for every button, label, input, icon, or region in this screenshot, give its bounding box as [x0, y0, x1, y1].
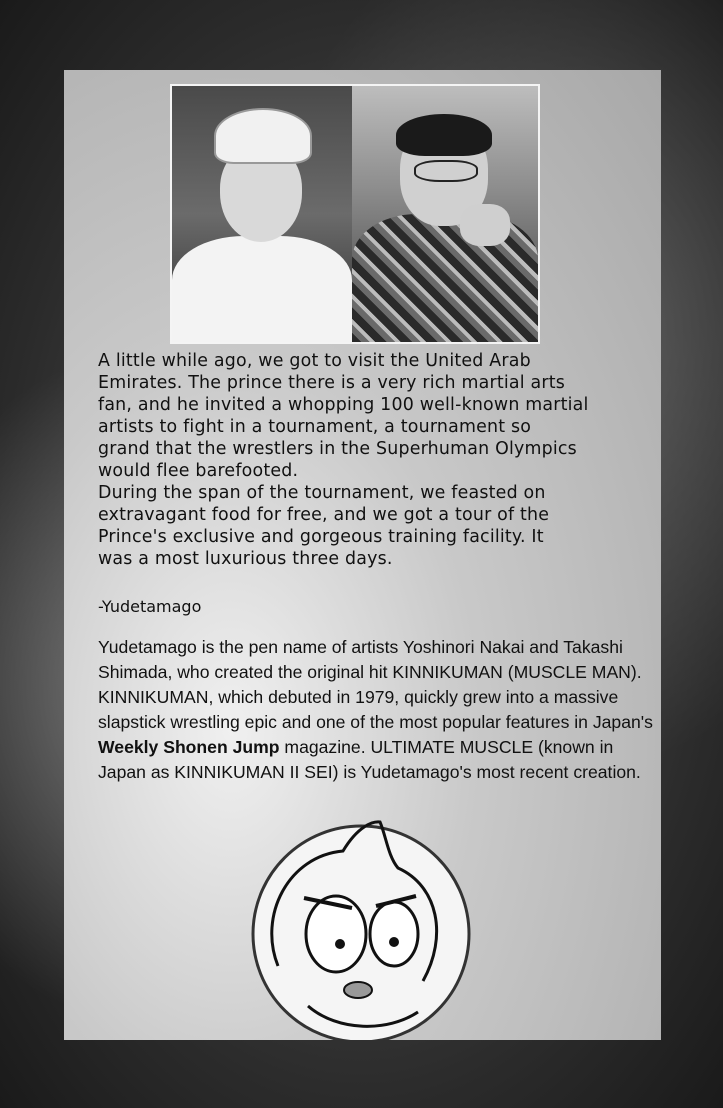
magazine-title: Weekly Shonen Jump	[98, 737, 280, 757]
bio-text: Yudetamago is the pen name of artists Yoshinori Nakai and Takashi Shimada, who created the original hit KINNIKUMAN (MUSCLE MAN). KINNIKUMAN, which debuted in 1979, quickly grew into a massive slapstick wrestling epic and one of the most popular features in Japan's	[98, 637, 653, 732]
left-pupil	[335, 939, 345, 949]
right-eye	[370, 902, 418, 966]
comment-line: extravagant food for free, and we got a tour of the	[98, 505, 550, 525]
comment-line: During the span of the tournament, we feasted on	[98, 483, 546, 503]
person-left-cap	[214, 108, 312, 164]
left-eye	[306, 896, 366, 972]
bio-text-2: magazine. ULTIMATE MUSCLE (known in Japan as KINNIKUMAN II SEI) is Yudetamago's most recent creation.	[98, 737, 641, 782]
page-panel	[64, 70, 661, 1040]
glasses-icon	[414, 160, 478, 182]
person-right-body	[352, 214, 538, 344]
right-pupil	[389, 937, 399, 947]
author-photo-right	[352, 86, 538, 342]
comment-line: Emirates. The prince there is a very rich martial arts	[98, 373, 565, 393]
person-right-hand	[460, 204, 510, 246]
author-comment	[98, 350, 658, 570]
comment-line: artists to fight in a tournament, a tournament so	[98, 417, 532, 437]
cartoon-character-icon	[248, 816, 474, 1040]
author-photo	[170, 84, 540, 344]
comment-line: Prince's exclusive and gorgeous training facility. It	[98, 527, 544, 547]
person-right-hair	[396, 114, 492, 156]
person-left-body	[172, 236, 352, 344]
comment-line: would flee barefooted.	[98, 461, 299, 481]
author-photo-left	[172, 86, 352, 342]
mouth	[344, 982, 372, 998]
author-bio	[98, 635, 654, 785]
comment-line: was a most luxurious three days.	[98, 549, 393, 569]
signature: -Yudetamago	[98, 597, 202, 616]
comment-line: fan, and he invited a whopping 100 well-known martial	[98, 395, 589, 415]
comment-line: grand that the wrestlers in the Superhuman Olympics	[98, 439, 577, 459]
comment-line: A little while ago, we got to visit the United Arab	[98, 351, 531, 371]
